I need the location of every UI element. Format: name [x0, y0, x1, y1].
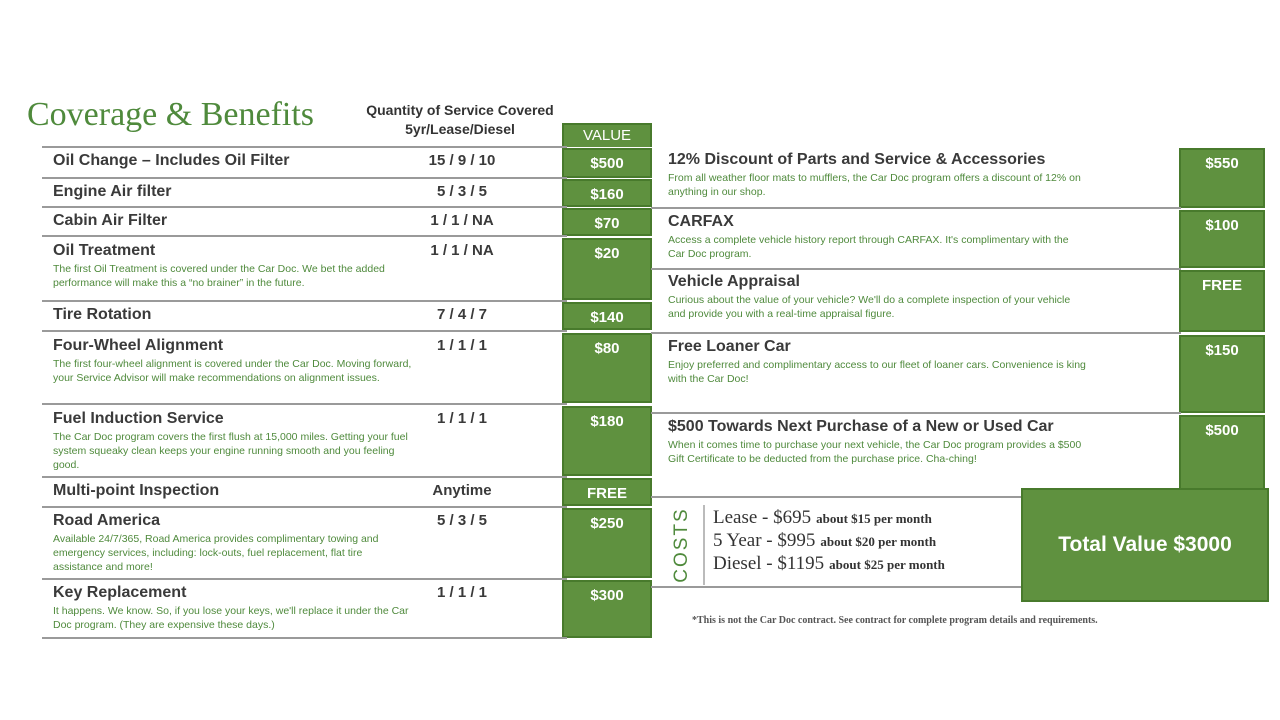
row-description: The Car Doc program covers the first flush at 15,000 miles. Getting your fuel system squeaky clean keeps your engine running smooth and you feeling good. [53, 431, 408, 471]
cost-main: Diesel - $1195 [713, 553, 825, 574]
cost-main: Lease - $695 [713, 507, 812, 528]
row-value: $70 [562, 208, 652, 236]
row-label: Four-Wheel Alignment [53, 337, 224, 354]
divider [42, 637, 567, 639]
quantity-header-line1: Quantity of Service Covered [366, 102, 554, 118]
row-quantity: 1 / 1 / NA [430, 242, 494, 259]
row-description: From all weather floor mats to mufflers, the Car Doc program offers a discount of 12% on anything in our shop. [668, 172, 1081, 198]
row-label: Fuel Induction Service [53, 410, 224, 427]
row-label: Key Replacement [53, 584, 187, 601]
table-row [42, 508, 652, 578]
row-label: CARFAX [668, 213, 734, 230]
table-row [42, 333, 652, 403]
row-label: Cabin Air Filter [53, 212, 168, 229]
table-row [42, 148, 652, 178]
table-row [42, 478, 652, 506]
row-value: $300 [562, 580, 652, 638]
table-row [42, 208, 652, 236]
row-value: $550 [1179, 148, 1265, 208]
cost-line-5year [713, 530, 936, 552]
table-row [42, 238, 652, 300]
total-value-box: Total Value $3000 [1021, 488, 1269, 602]
costs-divider [703, 505, 705, 585]
row-quantity: 1 / 1 / 1 [436, 584, 488, 601]
quantity-header-line2: 5yr/Lease/Diesel [405, 121, 515, 137]
cost-main: 5 Year - $995 [713, 530, 816, 551]
row-value: $500 [1179, 415, 1265, 497]
divider [651, 412, 1181, 414]
row-quantity: 7 / 4 / 7 [436, 306, 488, 323]
row-quantity: 1 / 1 / NA [430, 212, 494, 229]
table-row [42, 580, 652, 638]
row-label: Free Loaner Car [668, 338, 791, 355]
row-value: $250 [562, 508, 652, 578]
divider [651, 586, 1021, 588]
row-quantity: Anytime [432, 482, 492, 499]
costs-label [662, 505, 702, 585]
row-label: Oil Change – Includes Oil Filter [53, 152, 290, 169]
table-row [651, 210, 1239, 268]
costs-label-text: COSTS [671, 507, 692, 583]
value-header: VALUE [562, 123, 652, 147]
row-description: The first four-wheel alignment is covered under the Car Doc. Moving forward, your Service Advisor will make recommendations on alignment issues. [53, 358, 412, 384]
row-quantity: 5 / 3 / 5 [436, 512, 488, 529]
divider [42, 330, 567, 332]
row-label: 12% Discount of Parts and Service & Accessories [668, 151, 1046, 168]
row-quantity: 5 / 3 / 5 [436, 183, 488, 200]
cost-line-diesel [713, 553, 945, 575]
row-value: $80 [562, 333, 652, 403]
row-label: Tire Rotation [53, 306, 152, 323]
row-value: $160 [562, 179, 652, 207]
table-row [42, 406, 652, 476]
table-row [651, 270, 1242, 332]
row-label: Oil Treatment [53, 242, 156, 259]
row-value: $100 [1179, 210, 1265, 268]
row-label: Vehicle Appraisal [668, 273, 800, 290]
row-value: $500 [562, 148, 652, 178]
quantity-header [355, 101, 565, 139]
row-value: FREE [562, 478, 652, 506]
cost-note: about $15 per month [816, 511, 932, 526]
row-label: $500 Towards Next Purchase of a New or Used Car [668, 418, 1054, 435]
divider [651, 207, 1181, 209]
row-value: $180 [562, 406, 652, 476]
divider [651, 332, 1181, 334]
divider [42, 403, 567, 405]
row-value: $20 [562, 238, 652, 300]
row-quantity: 1 / 1 / 1 [436, 337, 488, 354]
table-row [42, 179, 652, 207]
page-title: Coverage & Benefits [27, 96, 315, 133]
row-description: Enjoy preferred and complimentary access to our fleet of loaner cars. Convenience is king with the Car Doc! [668, 359, 1086, 385]
row-description: When it comes time to purchase your next vehicle, the Car Doc program provides a $500 Gift Certificate to be deducted from the purchase price. Cha-ching! [668, 439, 1082, 465]
cost-note: about $20 per month [820, 534, 937, 549]
row-description: It happens. We know. So, if you lose your keys, we'll replace it under the Car Doc program. (They are expensive these days.) [53, 605, 409, 631]
row-quantity: 1 / 1 / 1 [436, 410, 488, 427]
row-value: $150 [1179, 335, 1265, 413]
row-label: Road America [53, 512, 160, 529]
row-value: $140 [562, 302, 652, 330]
row-label: Engine Air filter [53, 183, 172, 200]
row-label: Multi-point Inspection [53, 482, 220, 499]
row-value: FREE [1179, 270, 1265, 332]
table-row [651, 148, 1239, 208]
row-description: Access a complete vehicle history report through CARFAX. It's complimentary with the Car Doc program. [668, 234, 1069, 260]
row-quantity: 15 / 9 / 10 [428, 152, 496, 169]
table-row [651, 335, 1239, 413]
cost-note: about $25 per month [829, 557, 945, 572]
table-row [651, 415, 1239, 497]
footnote: *This is not the Car Doc contract. See contract for complete program details and requirements. [692, 615, 1098, 626]
divider [42, 235, 567, 237]
row-description: The first Oil Treatment is covered under the Car Doc. We bet the added performance will make this a “no brainer” in the future. [53, 263, 385, 289]
table-row [42, 302, 652, 330]
cost-line-lease [713, 507, 932, 529]
row-description: Curious about the value of your vehicle? We'll do a complete inspection of your vehicle and provide you with a real-time appraisal figure. [668, 294, 1071, 320]
row-description: Available 24/7/365, Road America provides complimentary towing and emergency services, including: lock-outs, fuel replacement, flat tire assistance and more! [53, 533, 379, 573]
